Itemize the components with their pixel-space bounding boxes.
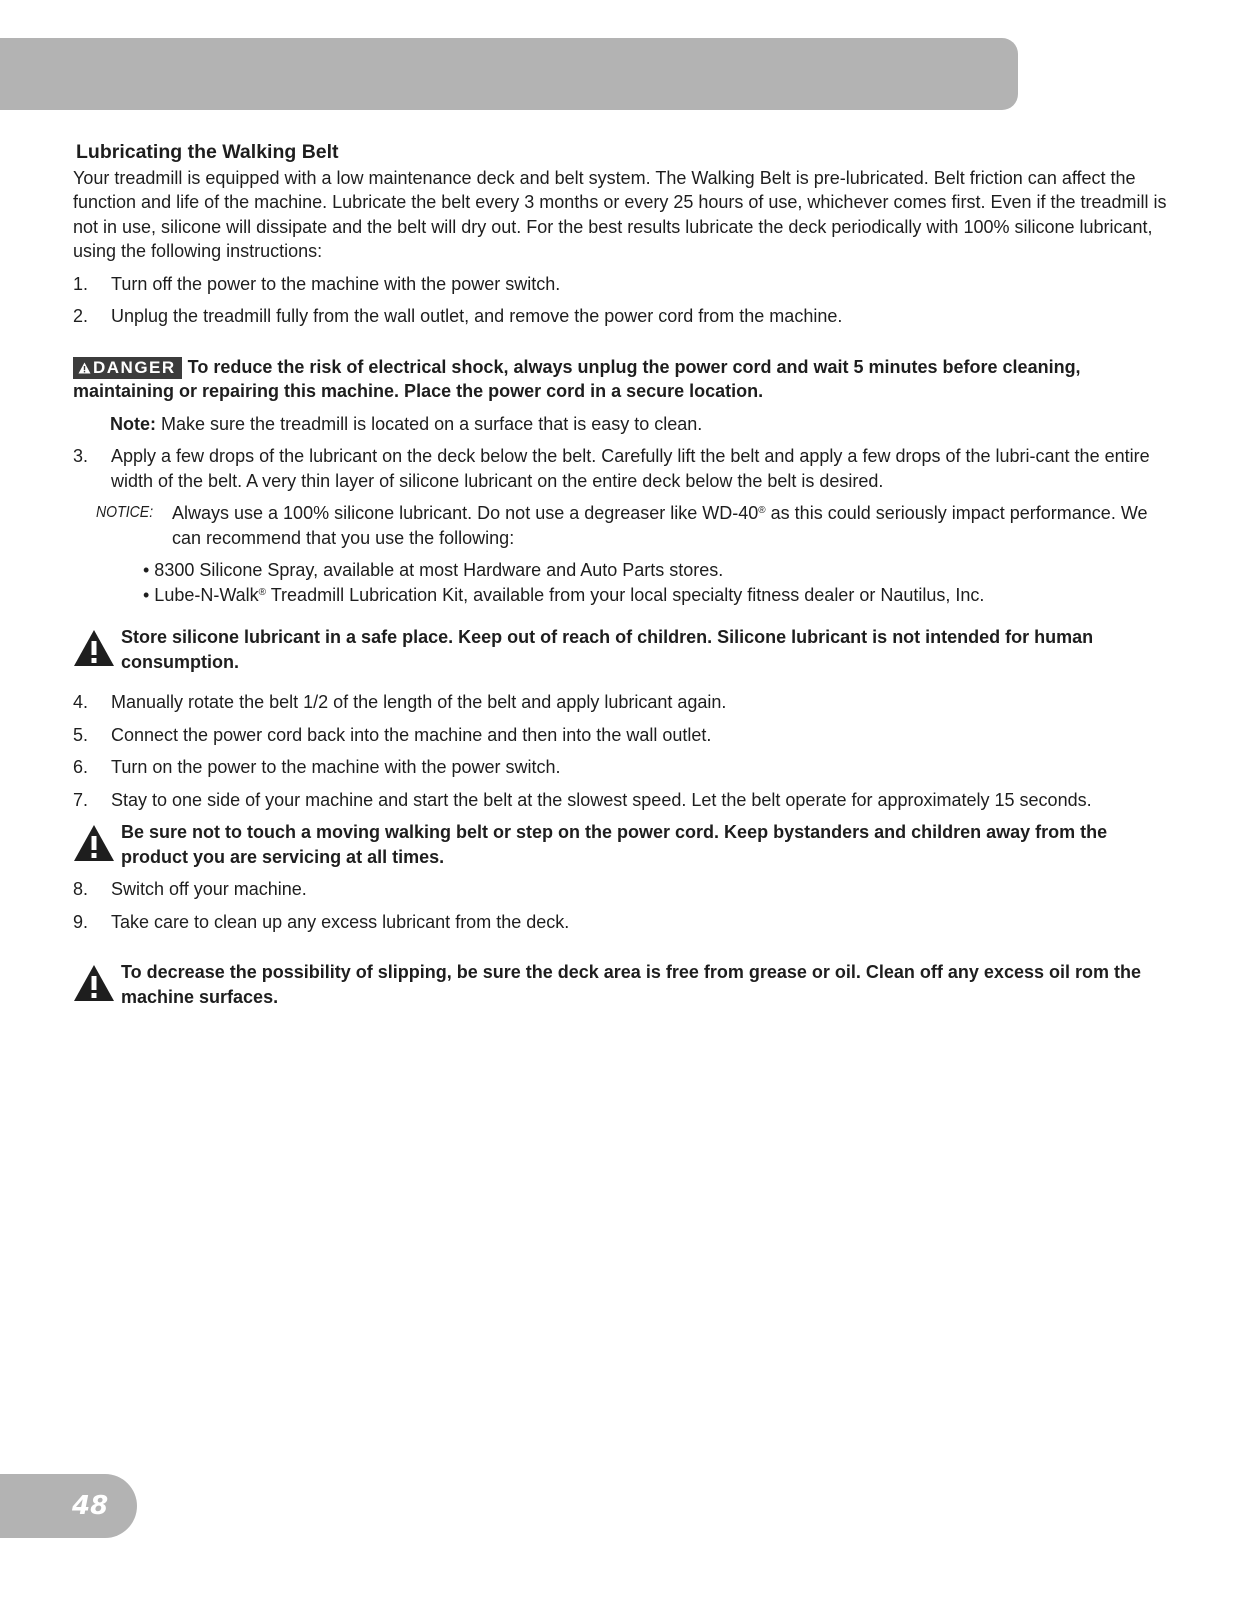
danger-badge bbox=[73, 357, 182, 379]
note-label: Note: bbox=[110, 413, 156, 434]
warning-text: Store silicone lubricant in a safe place. Keep out of reach of children. Silicone lubricant is not intended for human consumption. bbox=[121, 627, 1094, 672]
step-number: 9. bbox=[73, 911, 89, 932]
step-item bbox=[73, 877, 1173, 902]
notice-label: NOTICE: bbox=[96, 504, 154, 521]
page-number: 48 bbox=[0, 1474, 137, 1538]
step-text: Take care to clean up any excess lubricant from the deck. bbox=[111, 911, 570, 932]
list-item: • 8300 Silicone Spray, available at most Hardware and Auto Parts stores. bbox=[143, 560, 724, 580]
warning-triangle-icon bbox=[73, 820, 121, 869]
step-number: 8. bbox=[73, 879, 89, 899]
intro-paragraph: Your treadmill is equipped with a low maintenance deck and belt system. The Walking Belt is pre-lubricated. Belt friction can affect the function and life of the machine. Lubricate the belt every 3 months or every 25 hours of use, whichever comes first. Even if the treadmill is not in use, silicone will dissipate and the belt will dry out. For the best results lubricate the deck periodically with 100% silicone lubricant, using the following instructions: bbox=[73, 167, 1167, 261]
step-item bbox=[73, 690, 1173, 715]
danger-badge-label: DANGER bbox=[93, 357, 176, 377]
section-title: Lubricating the Walking Belt bbox=[76, 141, 339, 163]
danger-text: To reduce the risk of electrical shock, always unplug the power cord and wait 5 minutes before cleaning, maintaining or repairing this machine. Place the power cord in a secure location. bbox=[73, 356, 1081, 401]
registered-mark: ® bbox=[758, 505, 766, 516]
step-number: 2. bbox=[73, 306, 89, 326]
notice-text bbox=[172, 501, 1173, 550]
step-item bbox=[73, 272, 1173, 297]
step-text: Manually rotate the belt 1/2 of the length of the belt and apply lubricant again. bbox=[111, 692, 727, 712]
warning-statement bbox=[73, 820, 1173, 869]
notice-text-part: as this could seriously impact performance. We can recommend that you use the following: bbox=[172, 503, 1148, 548]
step-text: Stay to one side of your machine and start the belt at the slowest speed. Let the belt operate for approximately 15 seconds. bbox=[111, 789, 1092, 810]
step-number: 6. bbox=[73, 757, 89, 777]
step-item bbox=[73, 910, 1173, 935]
warning-triangle-icon bbox=[73, 960, 121, 1009]
warning-statement bbox=[73, 960, 1173, 1009]
product-list bbox=[143, 558, 1173, 607]
step-number: 4. bbox=[73, 692, 89, 712]
warning-text: Be sure not to touch a moving walking belt or step on the power cord. Keep bystanders and children away from the product you are servicing at all times. bbox=[121, 822, 1108, 867]
step-text: Turn on the power to the machine with the power switch. bbox=[111, 757, 561, 777]
note-text: Make sure the treadmill is located on a surface that is easy to clean. bbox=[161, 413, 703, 434]
step-text: Apply a few drops of the lubricant on the deck below the belt. Carefully lift the belt and apply a few drops of the lubri-cant the entire width of the belt. A very thin layer of silicone lubricant on the entire deck below the belt is desired. bbox=[111, 446, 1150, 491]
list-item-part: • Lube-N-Walk bbox=[143, 584, 259, 605]
warning-text: To decrease the possibility of slipping, be sure the deck area is free from grease or oil. Clean off any excess oil rom the machine surfaces. bbox=[121, 962, 1141, 1007]
step-item bbox=[73, 723, 1173, 748]
step-number: 5. bbox=[73, 724, 89, 745]
step-item bbox=[73, 755, 1173, 780]
warning-statement bbox=[73, 625, 1173, 674]
step-item bbox=[73, 304, 1173, 329]
step-item bbox=[73, 444, 1173, 493]
step-text: Connect the power cord back into the machine and then into the wall outlet. bbox=[111, 724, 712, 745]
registered-mark: ® bbox=[258, 586, 267, 598]
page-content bbox=[73, 140, 1173, 1009]
list-item-part: Treadmill Lubrication Kit, available from your local specialty fitness dealer or Nautilus, Inc. bbox=[266, 584, 985, 605]
notice-text-part: Always use a 100% silicone lubricant. Do not use a degreaser like WD-40 bbox=[172, 503, 759, 523]
danger-triangle-icon bbox=[78, 362, 91, 374]
list-item bbox=[143, 583, 1173, 608]
step-item bbox=[73, 788, 1173, 813]
header-band bbox=[0, 38, 1018, 110]
step-text: Switch off your machine. bbox=[111, 879, 307, 899]
step-text: Turn off the power to the machine with the power switch. bbox=[111, 273, 561, 294]
warning-triangle-icon bbox=[73, 625, 121, 674]
danger-statement bbox=[73, 355, 1173, 404]
note bbox=[110, 412, 1173, 437]
step-number: 3. bbox=[73, 446, 89, 466]
notice bbox=[96, 501, 1173, 550]
step-number: 1. bbox=[73, 273, 89, 294]
step-number: 7. bbox=[73, 789, 89, 810]
step-text: Unplug the treadmill fully from the wall outlet, and remove the power cord from the machine. bbox=[111, 306, 843, 326]
